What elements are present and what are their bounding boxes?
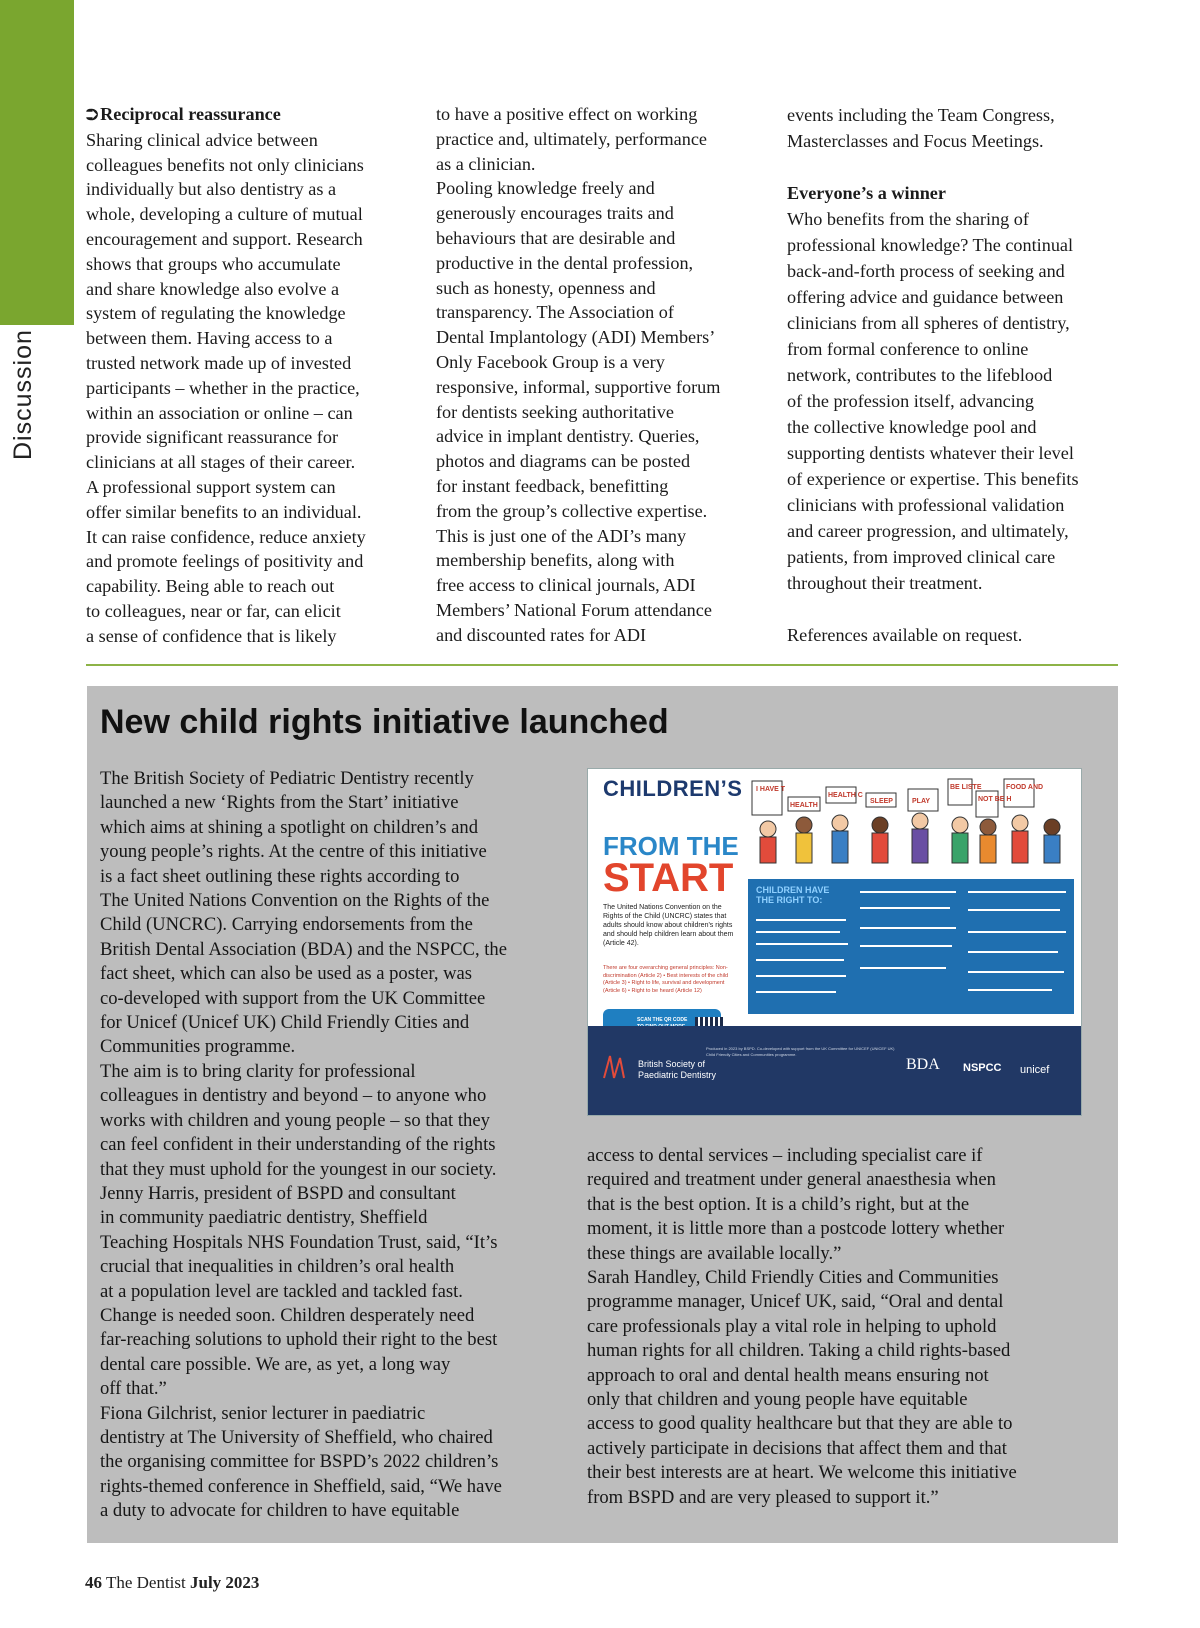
panel-text-line bbox=[968, 989, 1052, 991]
placard-label-3: HEALTH C bbox=[828, 792, 863, 799]
panel-text-line bbox=[968, 891, 1066, 893]
panel-text-line bbox=[860, 967, 946, 969]
poster-bda-logo: BDA bbox=[906, 1056, 940, 1073]
publication-name: The Dentist bbox=[105, 1573, 186, 1592]
panel-text-line bbox=[968, 971, 1064, 973]
poster-footer-small-print: Produced in 2023 by BSPD. Co-developed with support from the UK Committee for UNICEF (UNICEF UK) Child Friendly Cities and Communities programme. bbox=[706, 1046, 895, 1057]
article-column-3-text-b: Who benefits from the sharing of professional knowledge? The continual back-and-forth process of seeking and offering advice and guidance between clinicians from all spheres of dentistry, from formal conference to online network, contributes to the lifeblood of the profession itself, advancing the collective knowledge pool and supporting dentists whatever their level of experience or expertise. This benefits clinicians with professional validation and career progression, and ultimately, patients, from improved clinical care throughout their treatment. References available on request. bbox=[787, 209, 1079, 645]
panel-text-line bbox=[756, 931, 840, 933]
children-figures bbox=[760, 813, 1060, 863]
news-column-2: access to dental services – including specialist care if required and treatment under general anaesthesia when that is the best option. It is a child’s right, but at the moment, it is little more than a postcode lottery whether these things are available locally.” Sarah Handley, Child Friendly Cities and Communities programme manager, Unicef UK, said, “Oral and dental care professionals play a vital role in helping to uphold human rights for all children. Taking a child rights-based approach to oral and dental health means ensuring not only that children and young people have equitable access to good quality healthcare but that they are able to actively participate in decisions that affect them and that their best interests are at heart. We welcome this initiative from BSPD and are very pleased to support it.” bbox=[587, 1145, 1017, 1508]
section-label: Discussion bbox=[9, 329, 37, 460]
poster-footer bbox=[588, 1026, 1081, 1115]
poster-rights-panel bbox=[748, 879, 1074, 1014]
issue-date: July 2023 bbox=[190, 1573, 260, 1592]
subheading-text: Reciprocal reassurance bbox=[100, 104, 281, 124]
subheading-reciprocal-reassurance bbox=[86, 102, 416, 128]
placard-6 bbox=[948, 779, 972, 805]
panel-text-line bbox=[860, 927, 956, 929]
placard-label-8: FOOD AND bbox=[1006, 784, 1044, 791]
poster-panel-heading: CHILDREN HAVE THE RIGHT TO: bbox=[756, 885, 830, 905]
panel-text-line bbox=[968, 931, 1066, 933]
placard-7 bbox=[976, 791, 998, 817]
news-column-1: The British Society of Pediatric Dentistry recently launched a new ‘Rights from the Start’ initiative which aims at shining a spotlight on children’s and young people’s rights. At the centre of this initiative is a fact sheet outlining these rights according to The United Nations Convention on the Rights of the Child (UNCRC). Carrying endorsements from the British Dental Association (BDA) and the NSPCC, the fact sheet, which can also be used as a poster, was co-developed with support from the UK Committee for Unicef (Unicef UK) Child Friendly Cities and Communities programme. The aim is to bring clarity for professional colleagues in dentistry and beyond – to anyone who works with children and young people – so that they can feel confident in their understanding of the rights that they must uphold for the youngest in our society. Jenny Harris, president of BSPD and consultant in community paediatric dentistry, Sheffield Teaching Hospitals NHS Foundation Trust, said, “It’s crucial that inequalities in children’s oral health at a population level are tackled and tackled fast. Change is needed soon. Children desperately need far-reaching solutions to uphold their right to the best dental care possible. We are, as yet, a long way off that.” Fiona Gilchrist, senior lecturer in paediatric dentistry at The University of Sheffield, who chaired the organising committee for BSPD’s 2022 children’s rights-themed conference in Sheffield, said, “We have a duty to advocate for children to have equitable bbox=[100, 768, 507, 1522]
poster-headline-start: START bbox=[603, 856, 734, 900]
placard-label-6: BE LISTE bbox=[950, 784, 982, 791]
poster-children-illustration bbox=[748, 777, 1074, 877]
continue-arrow-icon: ⮊ bbox=[86, 105, 99, 124]
subheading-everyones-a-winner: Everyone’s a winner bbox=[787, 183, 946, 203]
poster-principles-list: There are four overarching general principles: Non-discrimination (Article 2) • Best interests of the child (Article 3) • Right to life, survival and development (Article 6) • Right to be heard (Article 12) bbox=[603, 965, 729, 994]
placard-label-2: HEALTH bbox=[790, 802, 818, 809]
poster-intro-text: The United Nations Convention on the Rights of the Child (UNCRC) states that adults should know about children's rights and should help children learn about them (Article 42). bbox=[603, 904, 734, 947]
article-column-1-text: Sharing clinical advice between colleagues benefits not only clinicians individually but also dentistry as a whole, developing a culture of mutual encouragement and support. Research shows that groups who accumulate and share knowledge also evolve a system of regulating the knowledge between them. Having access to a trusted network made up of invested participants – whether in the practice, within an association or online – can provide significant reassurance for clinicians at all stages of their career. A professional support system can offer similar benefits to an individual. It can raise confidence, reduce anxiety and promote feelings of positivity and capability. Being able to reach out to colleagues, near or far, can elicit a sense of confidence that is likely bbox=[86, 129, 366, 646]
article-column-1 bbox=[86, 102, 416, 649]
panel-text-line bbox=[756, 975, 846, 977]
panel-text-line bbox=[968, 951, 1058, 953]
rights-from-the-start-poster bbox=[587, 768, 1082, 1116]
news-box-title: New child rights initiative launched bbox=[100, 703, 669, 741]
placard-label-4: SLEEP bbox=[870, 798, 893, 805]
page-footer bbox=[85, 1573, 259, 1593]
article-column-3-text-a: events including the Team Congress, Masterclasses and Focus Meetings. bbox=[787, 105, 1055, 151]
poster-nspcc-logo: NSPCC bbox=[963, 1062, 1002, 1074]
placard-label-1: I HAVE T bbox=[756, 786, 786, 793]
poster-qr-text: SCAN THE QR CODE bbox=[637, 1017, 688, 1023]
poster-unicef-logo: unicef bbox=[1020, 1064, 1050, 1076]
article-column-3 bbox=[787, 102, 1117, 648]
panel-text-line bbox=[756, 943, 848, 945]
panel-text-line bbox=[860, 891, 956, 893]
section-divider bbox=[86, 664, 1118, 666]
poster-bspd-logo-text: British Society of Paediatric Dentistry bbox=[638, 1059, 717, 1080]
section-color-tab bbox=[0, 0, 74, 325]
panel-text-line bbox=[968, 909, 1060, 911]
panel-text-line bbox=[756, 991, 836, 993]
panel-text-line bbox=[756, 959, 844, 961]
placard-label-5: PLAY bbox=[912, 798, 931, 805]
bspd-logo-icon bbox=[602, 1054, 630, 1080]
panel-text-line bbox=[860, 945, 952, 947]
panel-text-line bbox=[860, 907, 950, 909]
panel-text-line bbox=[756, 919, 846, 921]
page-number: 46 bbox=[85, 1573, 102, 1592]
article-column-2: to have a positive effect on working practice and, ultimately, performance as a clinician. Pooling knowledge freely and generously encourages traits and behaviours that are desirable and productive in the dental profession, such as honesty, openness and transparency. The Association of Dental Implantology (ADI) Members’ Only Facebook Group is a very responsive, informal, supportive forum for dentists seeking authoritative advice in implant dentistry. Queries, photos and diagrams can be posted for instant feedback, benefitting from the group’s collective expertise. This is just one of the ADI’s many membership benefits, along with free access to clinical journals, ADI Members’ National Forum attendance and discounted rates for ADI bbox=[436, 104, 721, 645]
placard-label-7: NOT BE H bbox=[978, 796, 1012, 803]
poster-headline-childrens: CHILDREN’S bbox=[603, 776, 743, 801]
poster-headline-from-the: FROM THE bbox=[603, 831, 739, 861]
